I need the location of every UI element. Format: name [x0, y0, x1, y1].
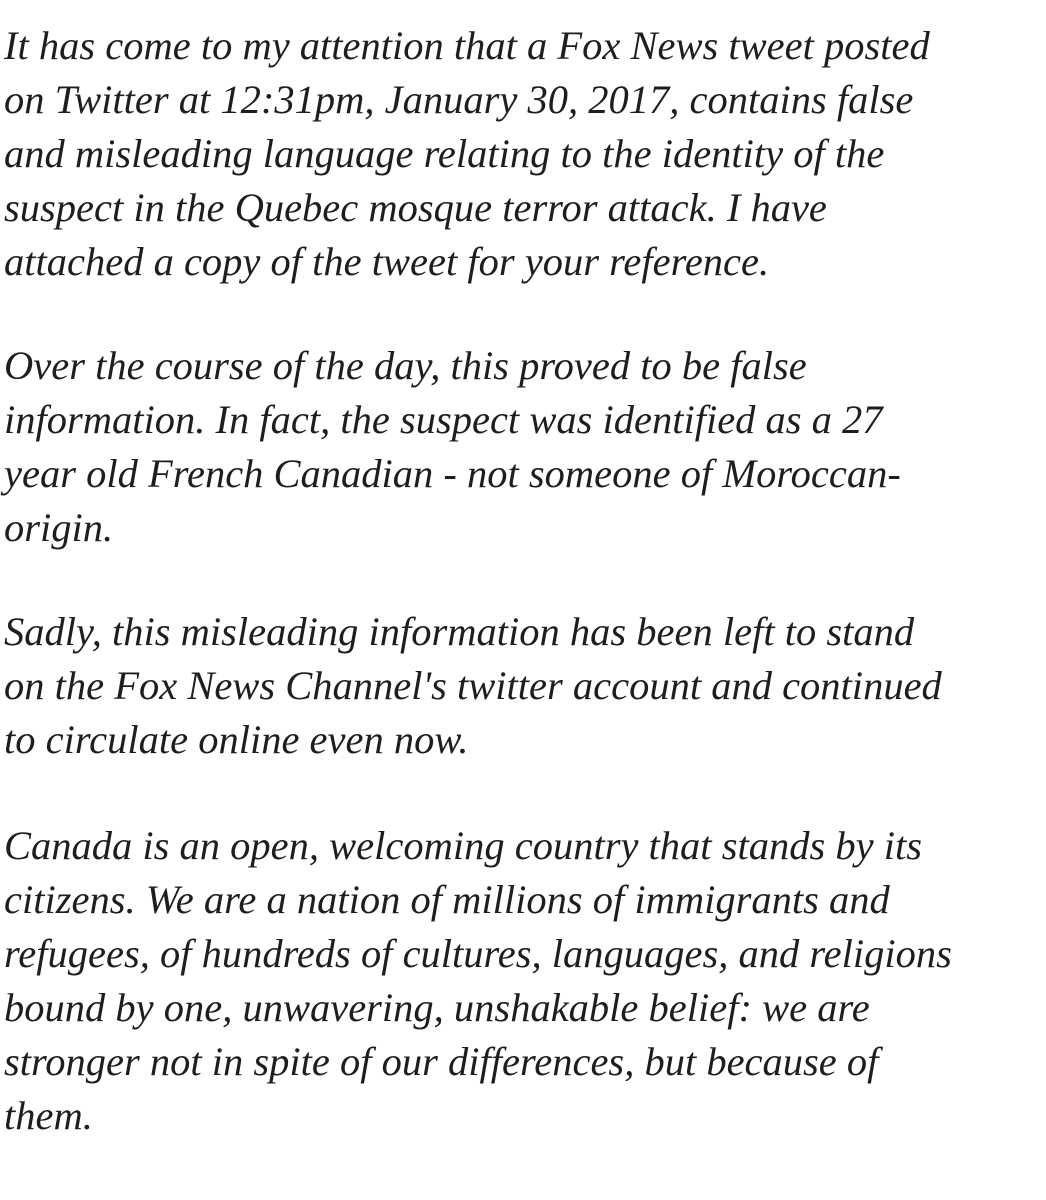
letter-paragraph-1: It has come to my attention that a Fox News tweet posted on Twitter at 12:31pm, January 30, 2017, contains false and misleading language relating to the identity of the suspect in the Quebec mosque terror attack. I have attached a copy of the tweet for your reference. [4, 23, 930, 284]
letter-paragraph-2: Over the course of the day, this proved to be false information. In fact, the suspect was identified as a 27 year old French Canadian - not someone of Moroccan- origin. [4, 343, 901, 550]
letter-paragraph-4: Canada is an open, welcoming country that stands by its citizens. We are a nation of millions of immigrants and refugees, of hundreds of cultures, languages, and religions bound by one, unwavering, unshakable belief: we are stronger not in spite of our differences, but because of them. [4, 823, 952, 1138]
letter-paragraph-3: Sadly, this misleading information has been left to stand on the Fox News Channel's twitter account and continued to circulate online even now. [4, 609, 942, 762]
